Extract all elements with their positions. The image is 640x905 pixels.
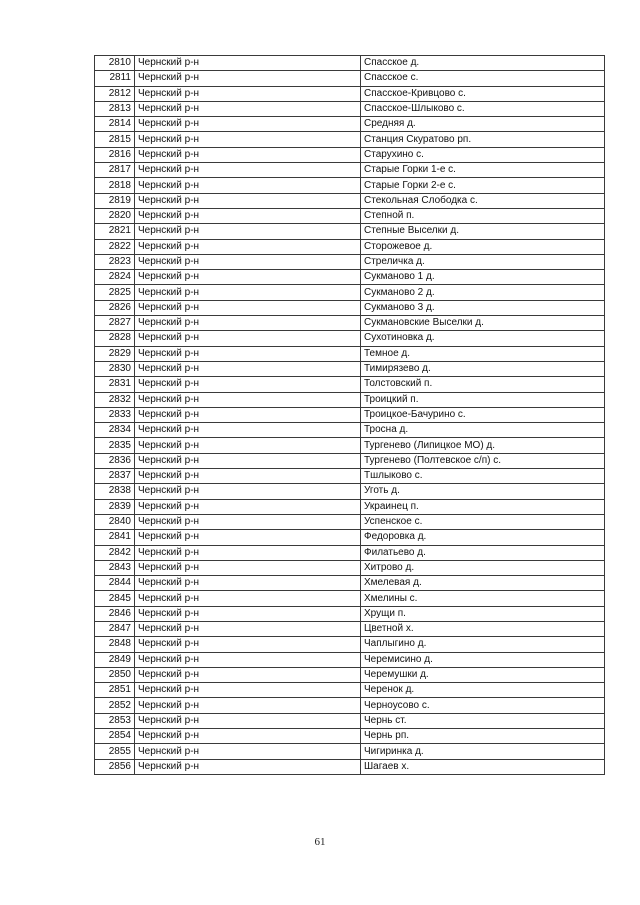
table-row <box>95 560 605 575</box>
district-cell: Чернский р-н <box>135 560 361 575</box>
settlement-cell: Шагаев х. <box>361 759 605 774</box>
district-cell: Чернский р-н <box>135 86 361 101</box>
district-cell: Чернский р-н <box>135 285 361 300</box>
row-number-cell: 2820 <box>95 208 135 223</box>
settlement-cell: Успенское с. <box>361 514 605 529</box>
row-number-cell: 2814 <box>95 117 135 132</box>
district-cell: Чернский р-н <box>135 193 361 208</box>
district-cell: Чернский р-н <box>135 316 361 331</box>
table-row <box>95 132 605 147</box>
table-row <box>95 56 605 71</box>
district-cell: Чернский р-н <box>135 331 361 346</box>
settlement-cell: Хрущи п. <box>361 606 605 621</box>
page-number: 61 <box>314 836 326 848</box>
district-cell: Чернский р-н <box>135 484 361 499</box>
settlement-cell: Тросна д. <box>361 423 605 438</box>
district-cell: Чернский р-н <box>135 713 361 728</box>
row-number-cell: 2855 <box>95 744 135 759</box>
row-number-cell: 2849 <box>95 652 135 667</box>
settlement-cell: Хмелины с. <box>361 591 605 606</box>
table-row <box>95 499 605 514</box>
settlement-cell: Троицкий п. <box>361 392 605 407</box>
row-number-cell: 2834 <box>95 423 135 438</box>
row-number-cell: 2847 <box>95 621 135 636</box>
district-cell: Чернский р-н <box>135 361 361 376</box>
district-cell: Чернский р-н <box>135 117 361 132</box>
settlement-cell: Сукманово 3 д. <box>361 300 605 315</box>
settlement-cell: Чернь ст. <box>361 713 605 728</box>
row-number-cell: 2842 <box>95 545 135 560</box>
settlement-cell: Сукмановские Выселки д. <box>361 316 605 331</box>
settlements-table-body <box>95 56 605 775</box>
settlement-cell: Черемисино д. <box>361 652 605 667</box>
table-row <box>95 300 605 315</box>
row-number-cell: 2841 <box>95 530 135 545</box>
table-row <box>95 392 605 407</box>
row-number-cell: 2823 <box>95 254 135 269</box>
settlement-cell: Троицкое-Бачурино с. <box>361 407 605 422</box>
settlement-cell: Филатьево д. <box>361 545 605 560</box>
district-cell: Чернский р-н <box>135 407 361 422</box>
settlement-cell: Чернь рп. <box>361 729 605 744</box>
district-cell: Чернский р-н <box>135 453 361 468</box>
row-number-cell: 2853 <box>95 713 135 728</box>
row-number-cell: 2816 <box>95 147 135 162</box>
settlement-cell: Черноусово с. <box>361 698 605 713</box>
table-row <box>95 713 605 728</box>
table-row <box>95 667 605 682</box>
district-cell: Чернский р-н <box>135 178 361 193</box>
table-row <box>95 285 605 300</box>
settlement-cell: Старухино с. <box>361 147 605 162</box>
settlement-cell: Старые Горки 2-е с. <box>361 178 605 193</box>
settlement-cell: Сукманово 1 д. <box>361 270 605 285</box>
table-row <box>95 637 605 652</box>
row-number-cell: 2844 <box>95 576 135 591</box>
district-cell: Чернский р-н <box>135 254 361 269</box>
settlement-cell: Черенок д. <box>361 683 605 698</box>
district-cell: Чернский р-н <box>135 499 361 514</box>
district-cell: Чернский р-н <box>135 729 361 744</box>
row-number-cell: 2822 <box>95 239 135 254</box>
district-cell: Чернский р-н <box>135 667 361 682</box>
row-number-cell: 2836 <box>95 453 135 468</box>
table-row <box>95 759 605 774</box>
district-cell: Чернский р-н <box>135 637 361 652</box>
settlement-cell: Спасское с. <box>361 71 605 86</box>
row-number-cell: 2837 <box>95 469 135 484</box>
settlement-cell: Спасское д. <box>361 56 605 71</box>
row-number-cell: 2826 <box>95 300 135 315</box>
row-number-cell: 2810 <box>95 56 135 71</box>
district-cell: Чернский р-н <box>135 606 361 621</box>
settlements-table <box>94 55 605 775</box>
table-row <box>95 86 605 101</box>
row-number-cell: 2831 <box>95 377 135 392</box>
table-row <box>95 71 605 86</box>
settlement-cell: Сукманово 2 д. <box>361 285 605 300</box>
row-number-cell: 2811 <box>95 71 135 86</box>
district-cell: Чернский р-н <box>135 377 361 392</box>
district-cell: Чернский р-н <box>135 270 361 285</box>
row-number-cell: 2828 <box>95 331 135 346</box>
row-number-cell: 2825 <box>95 285 135 300</box>
table-row <box>95 530 605 545</box>
settlement-cell: Старые Горки 1-е с. <box>361 163 605 178</box>
district-cell: Чернский р-н <box>135 346 361 361</box>
table-row <box>95 576 605 591</box>
district-cell: Чернский р-н <box>135 423 361 438</box>
district-cell: Чернский р-н <box>135 392 361 407</box>
table-row <box>95 270 605 285</box>
table-row <box>95 683 605 698</box>
district-cell: Чернский р-н <box>135 530 361 545</box>
row-number-cell: 2850 <box>95 667 135 682</box>
table-row <box>95 224 605 239</box>
district-cell: Чернский р-н <box>135 438 361 453</box>
district-cell: Чернский р-н <box>135 621 361 636</box>
row-number-cell: 2845 <box>95 591 135 606</box>
table-row <box>95 331 605 346</box>
district-cell: Чернский р-н <box>135 101 361 116</box>
table-row <box>95 101 605 116</box>
table-row <box>95 545 605 560</box>
district-cell: Чернский р-н <box>135 652 361 667</box>
row-number-cell: 2829 <box>95 346 135 361</box>
row-number-cell: 2830 <box>95 361 135 376</box>
district-cell: Чернский р-н <box>135 469 361 484</box>
settlement-cell: Станция Скуратово рп. <box>361 132 605 147</box>
settlement-cell: Стреличка д. <box>361 254 605 269</box>
settlement-cell: Тимирязево д. <box>361 361 605 376</box>
settlement-cell: Средняя д. <box>361 117 605 132</box>
row-number-cell: 2838 <box>95 484 135 499</box>
district-cell: Чернский р-н <box>135 300 361 315</box>
row-number-cell: 2815 <box>95 132 135 147</box>
settlement-cell: Черемушки д. <box>361 667 605 682</box>
table-row <box>95 316 605 331</box>
table-row <box>95 729 605 744</box>
table-row <box>95 469 605 484</box>
row-number-cell: 2856 <box>95 759 135 774</box>
row-number-cell: 2852 <box>95 698 135 713</box>
settlement-cell: Стекольная Слободка с. <box>361 193 605 208</box>
settlement-cell: Степные Выселки д. <box>361 224 605 239</box>
row-number-cell: 2813 <box>95 101 135 116</box>
district-cell: Чернский р-н <box>135 224 361 239</box>
row-number-cell: 2833 <box>95 407 135 422</box>
district-cell: Чернский р-н <box>135 56 361 71</box>
district-cell: Чернский р-н <box>135 239 361 254</box>
district-cell: Чернский р-н <box>135 698 361 713</box>
district-cell: Чернский р-н <box>135 683 361 698</box>
settlement-cell: Спасское-Шлыково с. <box>361 101 605 116</box>
district-cell: Чернский р-н <box>135 576 361 591</box>
district-cell: Чернский р-н <box>135 147 361 162</box>
district-cell: Чернский р-н <box>135 514 361 529</box>
settlement-cell: Степной п. <box>361 208 605 223</box>
district-cell: Чернский р-н <box>135 132 361 147</box>
row-number-cell: 2854 <box>95 729 135 744</box>
table-row <box>95 117 605 132</box>
district-cell: Чернский р-н <box>135 545 361 560</box>
row-number-cell: 2819 <box>95 193 135 208</box>
settlement-cell: Федоровка д. <box>361 530 605 545</box>
table-row <box>95 208 605 223</box>
row-number-cell: 2846 <box>95 606 135 621</box>
table-row <box>95 239 605 254</box>
settlement-cell: Тшлыково с. <box>361 469 605 484</box>
settlement-cell: Цветной х. <box>361 621 605 636</box>
district-cell: Чернский р-н <box>135 759 361 774</box>
table-row <box>95 453 605 468</box>
table-row <box>95 361 605 376</box>
table-row <box>95 698 605 713</box>
table-row <box>95 606 605 621</box>
row-number-cell: 2848 <box>95 637 135 652</box>
district-cell: Чернский р-н <box>135 591 361 606</box>
settlement-cell: Чигиринка д. <box>361 744 605 759</box>
row-number-cell: 2817 <box>95 163 135 178</box>
settlement-cell: Толстовский п. <box>361 377 605 392</box>
row-number-cell: 2843 <box>95 560 135 575</box>
table-row <box>95 744 605 759</box>
table-row <box>95 652 605 667</box>
table-row <box>95 163 605 178</box>
settlement-cell: Спасское-Кривцово с. <box>361 86 605 101</box>
settlement-cell: Хитрово д. <box>361 560 605 575</box>
settlement-cell: Чаплыгино д. <box>361 637 605 652</box>
district-cell: Чернский р-н <box>135 744 361 759</box>
row-number-cell: 2832 <box>95 392 135 407</box>
row-number-cell: 2827 <box>95 316 135 331</box>
row-number-cell: 2812 <box>95 86 135 101</box>
table-row <box>95 254 605 269</box>
table-row <box>95 346 605 361</box>
row-number-cell: 2821 <box>95 224 135 239</box>
row-number-cell: 2839 <box>95 499 135 514</box>
row-number-cell: 2851 <box>95 683 135 698</box>
row-number-cell: 2840 <box>95 514 135 529</box>
table-row <box>95 514 605 529</box>
district-cell: Чернский р-н <box>135 208 361 223</box>
settlement-cell: Сторожевое д. <box>361 239 605 254</box>
table-row <box>95 423 605 438</box>
settlement-cell: Украинец п. <box>361 499 605 514</box>
settlement-cell: Тургенево (Полтевское с/п) с. <box>361 453 605 468</box>
table-row <box>95 438 605 453</box>
settlement-cell: Уготь д. <box>361 484 605 499</box>
table-row <box>95 193 605 208</box>
district-cell: Чернский р-н <box>135 71 361 86</box>
settlement-cell: Темное д. <box>361 346 605 361</box>
settlement-cell: Тургенево (Липицкое МО) д. <box>361 438 605 453</box>
row-number-cell: 2818 <box>95 178 135 193</box>
table-row <box>95 147 605 162</box>
row-number-cell: 2824 <box>95 270 135 285</box>
row-number-cell: 2835 <box>95 438 135 453</box>
table-row <box>95 377 605 392</box>
table-row <box>95 484 605 499</box>
table-row <box>95 407 605 422</box>
table-row <box>95 591 605 606</box>
district-cell: Чернский р-н <box>135 163 361 178</box>
table-row <box>95 621 605 636</box>
table-row <box>95 178 605 193</box>
settlement-cell: Сухотиновка д. <box>361 331 605 346</box>
settlement-cell: Хмелевая д. <box>361 576 605 591</box>
